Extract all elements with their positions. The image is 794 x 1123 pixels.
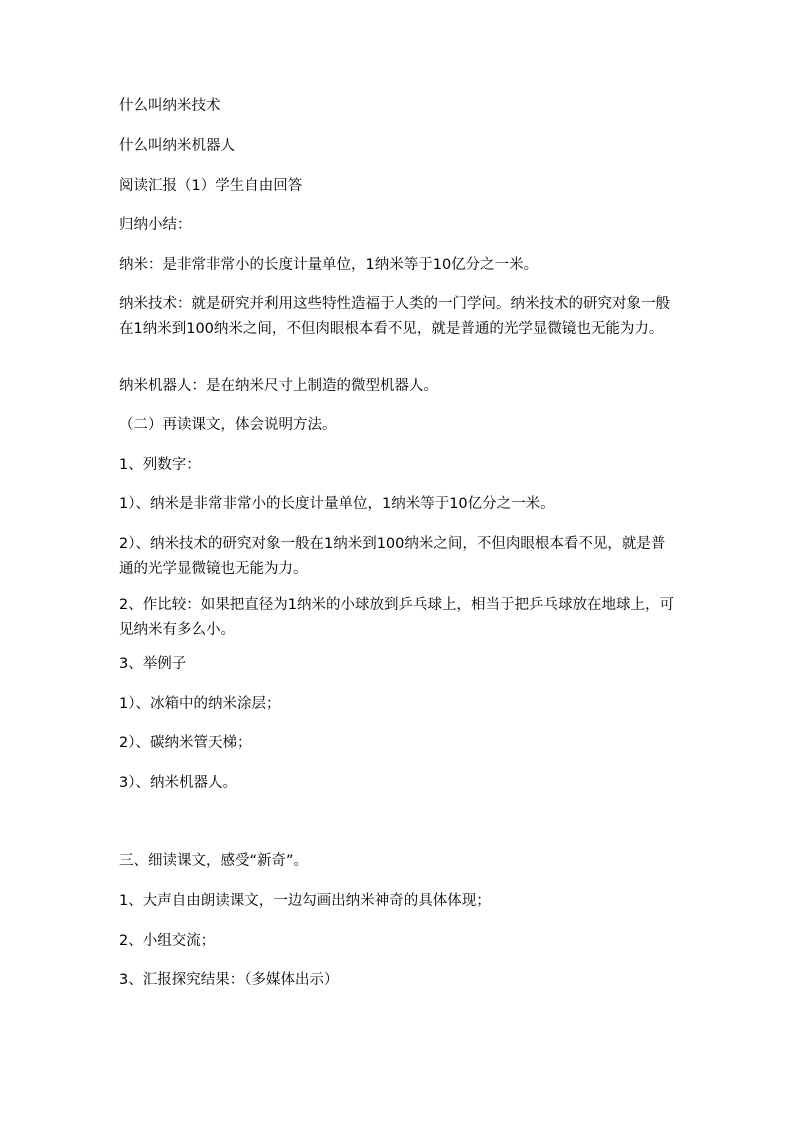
paragraph-nanometer-definition: 纳米：是非常非常小的长度计量单位，1纳米等于10亿分之一米。 bbox=[119, 257, 539, 273]
paragraph-what-is-nanorobot: 什么叫纳米机器人 bbox=[119, 138, 235, 154]
list-item-example-2: 2）、碳纳米管天梯； bbox=[119, 735, 252, 751]
list-heading-comparison: 2、作比较：如果把直径为1纳米的小球放到乒乓球上，相当于把乒乓球放在地球上，可见纳米有多么小。 bbox=[119, 597, 674, 638]
list-item-step-3: 3、汇报探究结果：（多媒体出示） bbox=[119, 972, 339, 988]
paragraph-reading-report: 阅读汇报（1）学生自由回答 bbox=[119, 178, 303, 194]
list-item-step-1: 1、大声自由朗读课文，一边勾画出纳米神奇的具体体现； bbox=[119, 893, 491, 909]
list-item-numbers-1: 1）、纳米是非常非常小的长度计量单位，1纳米等于10亿分之一米。 bbox=[119, 496, 555, 512]
list-item-numbers-2: 2）、纳米技术的研究对象一般在1纳米到100纳米之间，不但肉眼根本看不见，就是普通的光学显微镜也无能为力。 bbox=[119, 536, 666, 577]
list-heading-examples: 3、举例子 bbox=[119, 656, 187, 672]
list-item-example-3: 3）、纳米机器人。 bbox=[119, 775, 237, 791]
paragraph-summary-heading: 归纳小结： bbox=[119, 217, 192, 233]
list-item-step-2: 2、小组交流； bbox=[119, 933, 216, 949]
list-heading-numbers: 1、列数字： bbox=[119, 457, 201, 473]
paragraph-nanotech-definition: 纳米技术：就是研究并利用这些特性造福于人类的一门学问。纳米技术的研究对象一般在1纳米到100纳米之间，不但肉眼根本看不见，就是普通的光学显微镜也无能为力。 bbox=[119, 296, 670, 337]
section-heading-reread: （二）再读课文，体会说明方法。 bbox=[119, 417, 337, 433]
paragraph-nanorobot-definition: 纳米机器人：是在纳米尺寸上制造的微型机器人。 bbox=[119, 378, 438, 394]
section-heading-close-reading: 三、细读课文，感受“新奇”。 bbox=[119, 853, 309, 869]
paragraph-what-is-nanotech: 什么叫纳米技术 bbox=[119, 98, 221, 114]
list-item-example-1: 1）、冰箱中的纳米涂层； bbox=[119, 696, 281, 712]
